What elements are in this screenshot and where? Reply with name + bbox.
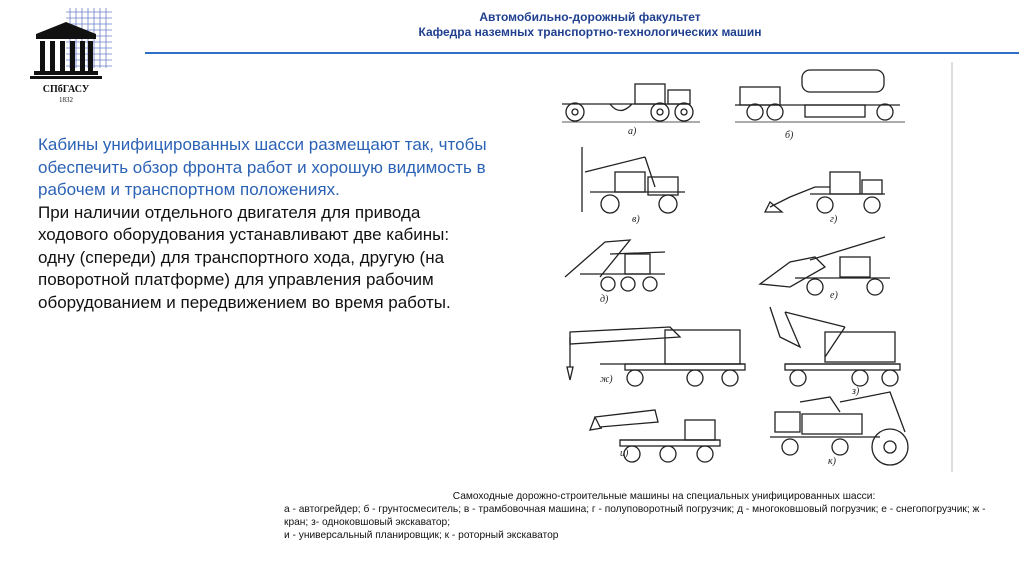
department-title: Кафедра наземных транспортно-технологических машин [418,25,762,39]
figure-label: к) [828,456,837,467]
machine-sketch-a [562,84,700,122]
logo-building-icon [22,8,112,104]
machine-sketch-z [770,307,900,386]
header [300,10,880,40]
caption-line-1: а - автогрейдер; б - грунтосмеситель; в - трамбовочная машина; г - полуповоротный погрузчик; д - многоковшовый погрузчик; е - снегопогрузчик; ж - кран; з- одноковшовый экскаватор; [284,504,986,528]
figure-label: г) [830,214,838,225]
caption-line-2: и - универсальный планировщик; к - роторный экскаватор [284,530,559,541]
figure-label: з) [852,386,860,397]
machines-figure [540,62,960,477]
university-logo [22,8,112,104]
figure-label: и) [620,448,629,459]
figure-label: б) [785,130,794,141]
svg-text:СПбГАСУ: СПбГАСУ [42,84,90,95]
figure-label: ж) [600,374,613,385]
machine-sketch-v [582,147,685,213]
machine-sketch-zh [567,327,745,386]
figure-caption [284,490,1009,542]
machine-sketch-k [770,392,908,465]
header-divider [145,52,1019,54]
machine-sketch-i [590,410,720,462]
machine-sketch-e [760,237,890,295]
machine-sketch-d [565,240,665,291]
faculty-title: Автомобильно-дорожный факультет [479,10,701,24]
main-text [38,134,488,314]
lead-paragraph: Кабины унифицированных шасси размещают так, чтобы обеспечить обзор фронта работ и хорошую видимость в рабочем и транспортном положениях. [38,135,487,199]
figure-label: е) [830,290,838,301]
machine-sketch-g [765,172,885,213]
machine-sketch-b [735,70,905,122]
caption-title: Самоходные дорожно-строительные машины на специальных унифицированных шасси: [452,491,876,502]
figure-label: в) [632,214,640,225]
detail-paragraph: При наличии отдельного двигателя для привода ходового оборудования устанавливают две кабины: одну (спереди) для транспортного хода, другую (на поворотной платформе) для управления рабочим оборудованием и передвижением во время работы. [38,202,451,312]
figure-label: а) [628,126,637,137]
svg-text:1832: 1832 [59,96,73,104]
figure-label: д) [600,294,609,305]
